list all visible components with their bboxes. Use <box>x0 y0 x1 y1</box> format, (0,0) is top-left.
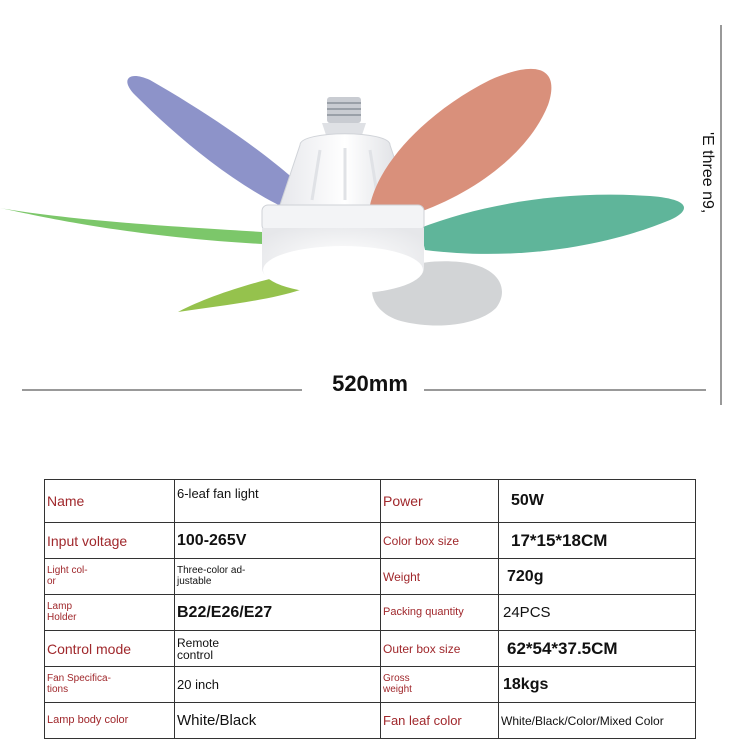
spec-value: Remote control <box>175 631 381 667</box>
spec-value: White/Black <box>175 703 381 739</box>
table-row <box>45 523 696 559</box>
spec-name: Power <box>381 480 499 523</box>
spec-value: Three-color ad- justable <box>175 559 381 595</box>
spec-name: Packing quantity <box>381 595 499 631</box>
spec-value: White/Black/Color/Mixed Color <box>499 703 696 739</box>
spec-value: B22/E26/E27 <box>175 595 381 631</box>
spec-value: 17*15*18CM <box>499 523 696 559</box>
table-row <box>45 667 696 703</box>
spec-name: Weight <box>381 559 499 595</box>
spec-name: Fan Specifica- tions <box>45 667 175 703</box>
spec-value: 24PCS <box>499 595 696 631</box>
spec-value: 62*54*37.5CM <box>499 631 696 667</box>
spec-name: Light col- or <box>45 559 175 595</box>
fan-blade-orange <box>370 69 551 212</box>
table-row <box>45 480 696 523</box>
height-dimension-label: 'E three n9, <box>699 132 716 214</box>
table-row <box>45 559 696 595</box>
spec-value: 6-leaf fan light <box>175 480 381 523</box>
spec-value: 18kgs <box>499 667 696 703</box>
spec-name: Color box size <box>381 523 499 559</box>
spec-value: 100-265V <box>175 523 381 559</box>
spec-name: Gross weight <box>381 667 499 703</box>
spec-name: Control mode <box>45 631 175 667</box>
light-panel <box>263 246 423 294</box>
spec-name: Input voltage <box>45 523 175 559</box>
table-row <box>45 595 696 631</box>
collar-ring <box>262 205 424 231</box>
spec-name: Lamp Holder <box>45 595 175 631</box>
width-dimension-label: 520mm <box>332 371 408 396</box>
spec-value: 50W <box>499 480 696 523</box>
table-row <box>45 631 696 667</box>
spec-value: 720g <box>499 559 696 595</box>
spec-value: 20 inch <box>175 667 381 703</box>
fan-blade-green-left <box>0 208 262 244</box>
spec-name: Name <box>45 480 175 523</box>
fan-blade-teal <box>420 195 684 254</box>
spec-name: Lamp body color <box>45 703 175 739</box>
spec-table <box>44 479 696 739</box>
spec-name: Outer box size <box>381 631 499 667</box>
spec-name: Fan leaf color <box>381 703 499 739</box>
table-row <box>45 703 696 739</box>
